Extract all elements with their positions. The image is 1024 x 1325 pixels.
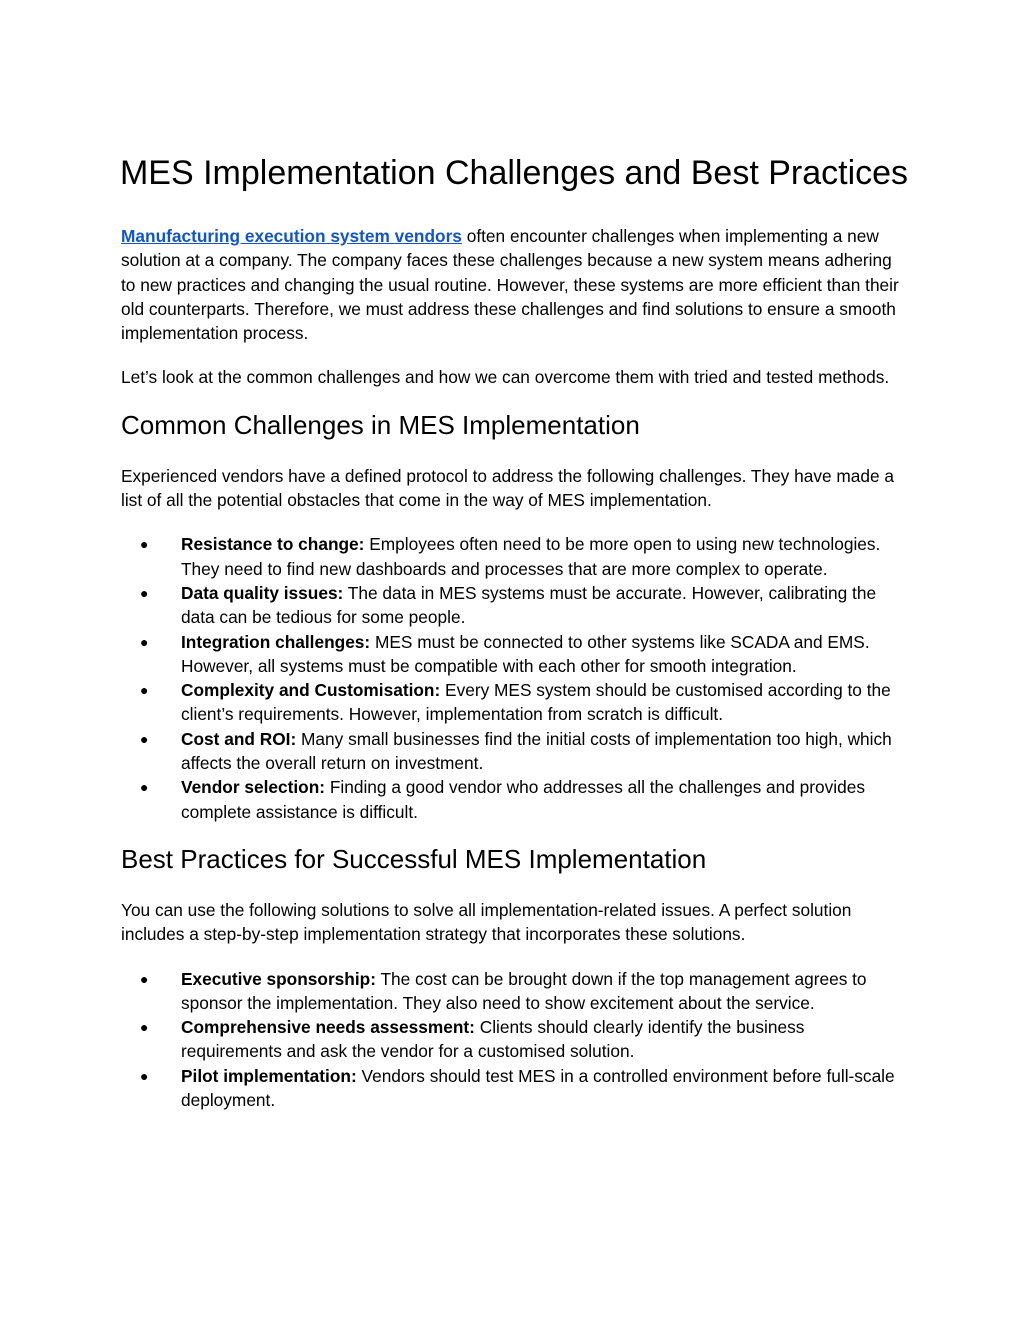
best-practices-list [121, 967, 907, 1113]
document-page [121, 150, 907, 1112]
list-item-term: Comprehensive needs assessment: [181, 1017, 475, 1038]
list-item [121, 967, 907, 1016]
list-item-text: The cost can be brought down if the top management agrees to sponsor the implementation. They also need to show excitement about the service. [181, 968, 867, 1013]
list-item-term: Pilot implementation: [181, 1065, 357, 1086]
common-challenges-paragraph: Experienced vendors have a defined protocol to address the following challenges. They have made a list of all the potential obstacles that come in the way of MES implementation. [121, 465, 895, 511]
list-item-term: Data quality issues: [181, 582, 344, 603]
list-item-text: The data in MES systems must be accurate. However, calibrating the data can be tedious for some people. [181, 582, 877, 628]
intro-text: often encounter challenges when implementing a new solution at a company. The company faces these challenges because a new system means adhering to new practices and changing the usual routine. However, these systems are more efficient than their old counterparts. Therefore, we must address these challenges and find solutions to ensure a smooth implementation process. [121, 226, 899, 344]
bullet-icon: ● [140, 536, 149, 553]
list-item-text: Many small businesses find the initial costs of implementation too high, which affects the overall return on investment. [181, 728, 892, 774]
list-item-text: Clients should clearly identify the business requirements and ask the vendor for a customised solution. [181, 1017, 805, 1062]
best-practices-paragraph: You can use the following solutions to solve all implementation-related issues. A perfect solution includes a step-by-step implementation strategy that incorporates these solutions. [121, 899, 852, 945]
challenges-list [121, 532, 907, 824]
list-item-text: Vendors should test MES in a controlled environment before full-scale deployment. [181, 1065, 895, 1111]
list-item [121, 1064, 907, 1113]
page-title: MES Implementation Challenges and Best Practices [119, 154, 909, 192]
list-item-text: Every MES system should be customised according to the client’s requirements. However, implementation from scratch is difficult. [181, 680, 891, 725]
list-item-text: Finding a good vendor who addresses all the challenges and provides complete assistance is difficult. [181, 777, 865, 822]
list-item [121, 630, 907, 679]
list-item-term: Integration challenges: [181, 631, 371, 652]
list-item [121, 532, 907, 581]
vendors-link[interactable]: Manufacturing execution system vendors [121, 226, 462, 246]
list-item [121, 678, 907, 727]
list-item-text: Employees often need to be more open to using new technologies. They need to find new dashboards and processes that are more complex to operate. [181, 534, 881, 579]
look-paragraph: Let’s look at the common challenges and how we can overcome them with tried and tested methods. [121, 367, 890, 388]
common-challenges-heading: Common Challenges in MES Implementation [121, 409, 640, 440]
list-item-term: Cost and ROI: [181, 728, 297, 749]
list-item [121, 1015, 907, 1064]
list-item-term: Executive sponsorship: [181, 968, 376, 989]
bullet-icon: ● [140, 1067, 149, 1084]
list-item-term: Resistance to change: [181, 534, 365, 555]
list-item [121, 775, 907, 824]
bullet-icon: ● [140, 584, 149, 601]
list-item [121, 727, 907, 776]
bullet-icon: ● [140, 970, 149, 987]
bullet-icon: ● [140, 1019, 149, 1036]
list-item-term: Complexity and Customisation: [181, 680, 441, 701]
bullet-icon: ● [140, 730, 149, 747]
bullet-icon: ● [140, 779, 149, 796]
intro-paragraph [121, 224, 907, 345]
best-practices-heading: Best Practices for Successful MES Implementation [121, 843, 707, 874]
list-item-term: Vendor selection: [181, 777, 326, 798]
list-item-text: MES must be connected to other systems like SCADA and EMS. However, all systems must be compatible with each other for smooth integration. [181, 631, 870, 676]
list-item [121, 581, 907, 630]
bullet-icon: ● [140, 633, 149, 650]
bullet-icon: ● [140, 682, 149, 699]
